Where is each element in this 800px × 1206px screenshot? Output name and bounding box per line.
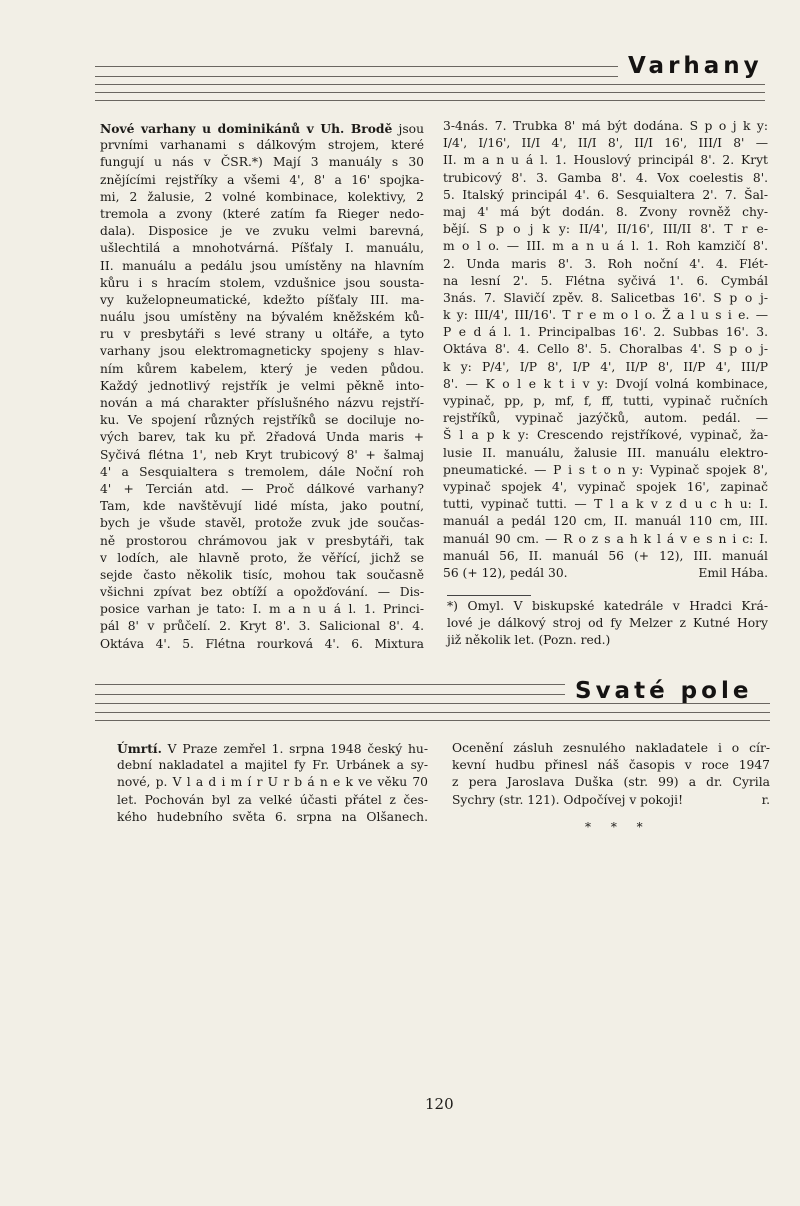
text-line-rest: Sychry (str. 121). Odpočívej v pokoji! <box>452 792 684 807</box>
text-line: m o l o. — III. m a n u á l. 1. Roh kamzičí 8'. <box>443 239 768 254</box>
text-line: trubicový 8'. 3. Gamba 8'. 4. Vox coelestis 8'. <box>443 170 768 185</box>
text-line: v lodích, ale hlavně proto, že věřící, jichž se <box>100 550 424 565</box>
text-line: vy kuželopneumatické, kdežto píšťaly III. ma- <box>100 292 424 307</box>
text-line: varhany jsou elektromagneticky spojeny s hlav- <box>100 344 424 359</box>
text-line: II. manuálu a pedálu jsou umístěny na hlavním <box>100 258 424 273</box>
text-line: dební nakladatel a majitel fy Fr. Urbánek a sy- <box>117 758 428 773</box>
text-line: ním kůrem kabelem, který je veden půdou. <box>100 361 424 376</box>
text-line: ušlechtilá a mnohotvárná. Píšťaly I. manuálu, <box>100 241 424 256</box>
header-rule <box>95 84 765 85</box>
text-line: Každý jednotlivý rejstřík je velmi pěkně into- <box>100 378 424 393</box>
text-line: manuál 56, II. manuál 56 (+ 12), III. manuál <box>443 548 768 563</box>
text-line: k y: III/4', III/16'. T r e m o l o. Ž a l u s i e. — <box>443 308 768 323</box>
text-line: manuál a pedál 120 cm, II. manuál 110 cm, III. <box>443 514 768 529</box>
header-rule <box>95 694 565 695</box>
text-line: Ocenění zásluh zesnulého nakladatele i o cír- <box>452 741 770 755</box>
text-line: Oktáva 4'. 5. Flétna rourková 4'. 6. Mixtura <box>100 636 424 651</box>
text-line: Syčivá flétna 1', neb Kryt trubicový 8' + šalmaj <box>100 447 424 462</box>
text-line: znějícími rejstříky a všemi 4', 8' a 16' spojka- <box>100 172 424 187</box>
text-line: z pera Jaroslava Duška (str. 99) a dr. Cyrila <box>452 775 770 790</box>
text-line: na lesní 2'. 5. Flétna syčivá 1'. 6. Cymbál <box>443 273 768 288</box>
article-left-column <box>100 120 424 653</box>
author-signature: Emil Hába. <box>698 565 768 580</box>
text-line: nové, p. V l a d i m í r U r b á n e k ve věku 70 <box>117 775 428 790</box>
text-line-rest: V Praze zemřel 1. srpna 1948 český hu- <box>161 742 428 756</box>
text-line: lusie II. manuálu, žalusie III. manuálu elektro- <box>443 445 768 460</box>
text-line: bějí. S p o j k y: II/4', II/16', III/II 8'. T r e- <box>443 222 768 237</box>
obituary-left-column <box>117 740 428 826</box>
text-line: 4' + Tercián atd. — Proč dálkové varhany? <box>100 481 424 496</box>
text-line: pneumatické. — P i s t o n y: Vypinač spojek 8', <box>443 462 768 477</box>
text-line: Š l a p k y: Crescendo rejstříkové, vypinač, ža- <box>443 428 768 443</box>
text-line: nuálu jsou umístěny na bývalém kněžském ků- <box>100 310 424 325</box>
text-line: mi, 2 žalusie, 2 volné kombinace, kolektivy, 2 <box>100 189 424 204</box>
text-line: 4' a Sesquialtera s tremolem, dále Noční roh <box>100 464 424 479</box>
text-line <box>117 740 428 757</box>
text-line: pál 8' v průčelí. 2. Kryt 8'. 3. Salicional 8'. 4. <box>100 619 424 634</box>
header-rule <box>95 92 765 93</box>
section-end-stars: * * * <box>585 820 651 834</box>
text-line: již několik let. (Pozn. red.) <box>447 633 611 648</box>
article-right-column <box>443 118 768 582</box>
text-line <box>100 120 424 137</box>
text-line: posice varhan je tato: I. m a n u á l. 1. Princi- <box>100 602 424 617</box>
text-line: bych je všude stavěl, protože zvuk jde součas- <box>100 516 424 531</box>
text-line: 8'. — K o l e k t i v y: Dvojí volná kombinace, <box>443 376 768 391</box>
text-line: ru v presbytáři s levé strany u oltáře, a tyto <box>100 327 424 342</box>
footnote-rule <box>447 595 531 596</box>
text-line-rest: 56 (+ 12), pedál 30. <box>443 565 568 580</box>
text-line: k y: P/4', I/P 8', I/P 4', II/P 8', II/P 4', III/P <box>443 359 768 374</box>
text-line: rejstříků, vypinač jazýčků, autom. pedál. — <box>443 411 768 426</box>
text-line: Tam, kde navštěvují lidé místa, jako poutní, <box>100 499 424 514</box>
text-line: nován a má charakter příslušného názvu rejstří- <box>100 396 424 410</box>
text-line: tremola a zvony (které zatím fa Rieger nedo- <box>100 206 424 221</box>
text-line-rest: jsou <box>392 122 424 136</box>
text-line: manuál 90 cm. — R o z s a h k l á v e s n i c: I. <box>443 531 768 546</box>
text-line: 2. Unda maris 8'. 3. Roh noční 4'. 4. Flét- <box>443 256 768 271</box>
text-line: sejde často několik tisíc, mohou tak současně <box>100 567 424 582</box>
header-rule <box>95 66 618 67</box>
text-line: 5. Italský principál 4'. 6. Sesquialtera 2'. 7. Šal- <box>443 187 768 202</box>
text-line: Oktáva 8'. 4. Cello 8'. 5. Choralbas 4'. S p o j- <box>443 342 768 357</box>
header-rule <box>95 720 770 721</box>
text-line: I/4', I/16', II/I 4', II/I 8', II/I 16', III/I 8' — <box>443 136 768 151</box>
header-rule <box>95 712 770 713</box>
article-lead: Nové varhany u dominikánů v Uh. Brodě <box>100 121 393 136</box>
text-line: kého hudebního světa 6. srpna na Olšanech. <box>117 809 428 824</box>
text-line: dala). Disposice je ve zvuku velmi barevná, <box>100 224 424 239</box>
header-rule <box>95 76 618 77</box>
obituary-right-column <box>452 740 770 809</box>
header-rule <box>95 684 565 685</box>
text-line: lové je dálkový stroj od fy Melzer z Kutné Hory <box>447 616 768 631</box>
text-line: P e d á l. 1. Principalbas 16'. 2. Subbas 16'. 3. <box>443 325 768 340</box>
text-line: *) Omyl. V biskupské katedrále v Hradci Krá- <box>447 599 768 613</box>
text-line: vých barev, tak ku př. 2řadová Unda maris + <box>100 430 424 445</box>
text-line-last <box>452 792 770 809</box>
text-line: ně prostorou chrámovou jak v presbytáři, tak <box>100 533 424 548</box>
text-line: maj 4' má být dodán. 8. Zvony rovněž chy- <box>443 204 768 219</box>
article-lead: Úmrtí. <box>117 741 162 756</box>
footnote <box>447 598 768 650</box>
text-line-last <box>443 565 768 582</box>
text-line: fungují u nás v ČSR.*) Mají 3 manuály s 30 <box>100 155 424 170</box>
page-number: 120 <box>425 1095 454 1113</box>
text-line: ku. Ve spojení různých rejstříků se dociluje no- <box>100 413 424 428</box>
text-line: vypinač spojek 4', vypinač spojek 16', zapinač <box>443 479 768 494</box>
text-line: kevní hudbu přinesl náš časopis v roce 1947 <box>452 758 770 773</box>
text-line: let. Pochován byl za velké účasti přátel z čes- <box>117 792 428 807</box>
author-signature: r. <box>761 792 770 807</box>
text-line: 3nás. 7. Slavičí zpěv. 8. Salicetbas 16'. S p o j- <box>443 290 768 305</box>
text-line: 3-4nás. 7. Trubka 8' má být dodána. S p o j k y: <box>443 119 768 133</box>
text-line: vypinač, pp, p, mf, f, ff, tutti, vypinač ručních <box>443 394 768 408</box>
text-line: II. m a n u á l. 1. Houslový principál 8'. 2. Kryt <box>443 153 768 168</box>
header-rule <box>95 100 765 101</box>
text-line: tutti, vypinač tutti. — T l a k v z d u c h u: I. <box>443 497 768 512</box>
text-line: všichni zpívat bez obtíží a opožďování. — Dis- <box>100 585 424 600</box>
text-line: prvními varhanami s dálkovým strojem, které <box>100 138 424 153</box>
section-title-svate-pole: Svaté pole <box>575 678 753 704</box>
text-line: kůru i s hracím stolem, vzdušnice jsou sousta- <box>100 275 424 290</box>
section-title-varhany: Varhany <box>628 53 763 79</box>
